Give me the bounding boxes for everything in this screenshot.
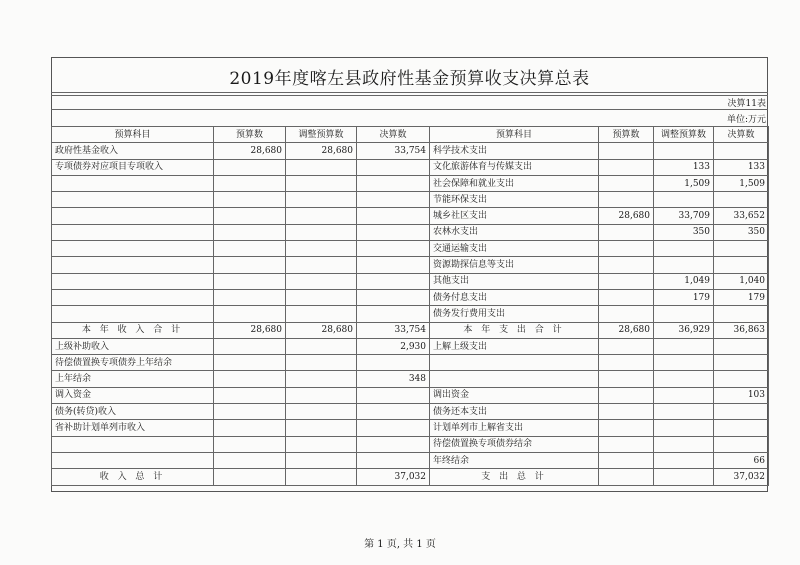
value-cell: [714, 404, 769, 420]
value-cell: 33,652: [714, 208, 769, 224]
table-header-row: [52, 127, 769, 143]
item-cell: [52, 289, 214, 305]
value-cell: [357, 436, 430, 452]
value-cell: [714, 371, 769, 387]
value-cell: [599, 159, 654, 175]
value-cell: [214, 159, 286, 175]
value-cell: [357, 273, 430, 289]
value-cell: [357, 241, 430, 257]
value-cell: [214, 241, 286, 257]
item-cell: [52, 224, 214, 240]
table-row: [52, 371, 769, 387]
header-cell: 预算科目: [52, 127, 214, 143]
value-cell: [286, 192, 357, 208]
value-cell: [214, 257, 286, 273]
value-cell: [214, 192, 286, 208]
item-cell: 省补助计划单列市收入: [52, 420, 214, 436]
item-cell: 本 年 收 入 合 计: [52, 322, 214, 338]
item-cell: [52, 192, 214, 208]
value-cell: [286, 241, 357, 257]
value-cell: [714, 143, 769, 159]
item-cell: 债务发行费用支出: [430, 306, 599, 322]
value-cell: [214, 289, 286, 305]
value-cell: [654, 192, 714, 208]
value-cell: 28,680: [599, 208, 654, 224]
item-cell: 节能环保支出: [430, 192, 599, 208]
value-cell: [599, 404, 654, 420]
title-divider-2: [51, 95, 768, 96]
value-cell: [654, 371, 714, 387]
value-cell: [599, 143, 654, 159]
table-row: [52, 355, 769, 371]
value-cell: [286, 355, 357, 371]
value-cell: [599, 420, 654, 436]
table-row: [52, 338, 769, 354]
table-row: [52, 436, 769, 452]
value-cell: 179: [654, 289, 714, 305]
value-cell: 36,863: [714, 322, 769, 338]
value-cell: [654, 452, 714, 468]
item-cell: 债务付息支出: [430, 289, 599, 305]
value-cell: [714, 192, 769, 208]
value-cell: 1,509: [654, 175, 714, 191]
value-cell: [714, 355, 769, 371]
header-divider: [51, 109, 768, 110]
item-cell: 上年结余: [52, 371, 214, 387]
value-cell: [286, 338, 357, 354]
header-cell: 调整预算数: [286, 127, 357, 143]
item-cell: 农林水支出: [430, 224, 599, 240]
value-cell: 133: [714, 159, 769, 175]
value-cell: [357, 224, 430, 240]
value-cell: 28,680: [599, 322, 654, 338]
value-cell: [357, 306, 430, 322]
table-row: [52, 404, 769, 420]
item-cell: 上级补助收入: [52, 338, 214, 354]
item-cell: [52, 208, 214, 224]
value-cell: [599, 192, 654, 208]
value-cell: [654, 143, 714, 159]
value-cell: [599, 436, 654, 452]
value-cell: 1,040: [714, 273, 769, 289]
value-cell: 28,680: [214, 322, 286, 338]
item-cell: 调出资金: [430, 387, 599, 403]
table-row: [52, 241, 769, 257]
value-cell: [214, 387, 286, 403]
value-cell: [286, 224, 357, 240]
value-cell: [599, 273, 654, 289]
table-row: [52, 273, 769, 289]
table-row: [52, 159, 769, 175]
value-cell: [714, 306, 769, 322]
value-cell: [654, 306, 714, 322]
value-cell: 33,709: [654, 208, 714, 224]
value-cell: [599, 338, 654, 354]
item-cell: [52, 306, 214, 322]
item-cell: 其他支出: [430, 273, 599, 289]
value-cell: 179: [714, 289, 769, 305]
value-cell: [286, 257, 357, 273]
value-cell: [357, 404, 430, 420]
value-cell: [286, 371, 357, 387]
value-cell: [214, 420, 286, 436]
item-cell: 本 年 支 出 合 计: [430, 322, 599, 338]
value-cell: [714, 420, 769, 436]
value-cell: 28,680: [286, 322, 357, 338]
value-cell: 2,930: [357, 338, 430, 354]
value-cell: [599, 452, 654, 468]
value-cell: [286, 420, 357, 436]
item-cell: 交通运输支出: [430, 241, 599, 257]
value-cell: [214, 306, 286, 322]
table-row: [52, 175, 769, 191]
value-cell: 28,680: [286, 143, 357, 159]
item-cell: 计划单列市上解省支出: [430, 420, 599, 436]
value-cell: 348: [357, 371, 430, 387]
header-cell: 预算数: [599, 127, 654, 143]
table-row: [52, 143, 769, 159]
report-title: 2019年度喀左县政府性基金预算收支决算总表: [229, 69, 590, 89]
unit-label: 单位:万元: [726, 115, 766, 125]
table-row: [52, 387, 769, 403]
item-cell: 支 出 总 计: [430, 469, 599, 485]
value-cell: [214, 436, 286, 452]
value-cell: [357, 208, 430, 224]
value-cell: [599, 241, 654, 257]
item-cell: 待偿债置换专项债券上年结余: [52, 355, 214, 371]
value-cell: 37,032: [714, 469, 769, 485]
value-cell: [357, 192, 430, 208]
value-cell: [654, 469, 714, 485]
value-cell: [286, 452, 357, 468]
value-cell: [286, 175, 357, 191]
item-cell: [430, 355, 599, 371]
value-cell: [214, 371, 286, 387]
item-cell: [52, 436, 214, 452]
value-cell: [654, 404, 714, 420]
value-cell: [286, 469, 357, 485]
value-cell: [214, 175, 286, 191]
value-cell: [357, 355, 430, 371]
item-cell: 待偿债置换专项债券结余: [430, 436, 599, 452]
item-cell: 收 入 总 计: [52, 469, 214, 485]
value-cell: [214, 208, 286, 224]
value-cell: [357, 175, 430, 191]
value-cell: [214, 404, 286, 420]
value-cell: [654, 436, 714, 452]
item-cell: 年终结余: [430, 452, 599, 468]
value-cell: [214, 224, 286, 240]
value-cell: [214, 452, 286, 468]
header-cell: 决算数: [357, 127, 430, 143]
value-cell: [599, 469, 654, 485]
value-cell: 350: [714, 224, 769, 240]
value-cell: [214, 338, 286, 354]
page-footer: 第 1 页, 共 1 页: [364, 539, 436, 550]
value-cell: [654, 257, 714, 273]
header-cell: 调整预算数: [654, 127, 714, 143]
item-cell: [52, 257, 214, 273]
table-row: [52, 257, 769, 273]
value-cell: [357, 452, 430, 468]
table-row: [52, 208, 769, 224]
value-cell: [654, 241, 714, 257]
value-cell: [286, 436, 357, 452]
item-cell: 资源勘探信息等支出: [430, 257, 599, 273]
value-cell: [214, 469, 286, 485]
value-cell: [286, 404, 357, 420]
value-cell: [714, 436, 769, 452]
item-cell: [52, 452, 214, 468]
total-row: [52, 469, 769, 485]
value-cell: [599, 371, 654, 387]
item-cell: 债务(转贷)收入: [52, 404, 214, 420]
value-cell: [214, 355, 286, 371]
value-cell: [599, 289, 654, 305]
item-cell: [52, 175, 214, 191]
value-cell: 350: [654, 224, 714, 240]
value-cell: [357, 387, 430, 403]
value-cell: [714, 257, 769, 273]
value-cell: 36,929: [654, 322, 714, 338]
value-cell: [286, 208, 357, 224]
item-cell: [430, 371, 599, 387]
value-cell: [214, 273, 286, 289]
value-cell: [654, 355, 714, 371]
item-cell: 科学技术支出: [430, 143, 599, 159]
item-cell: [52, 273, 214, 289]
value-cell: [357, 420, 430, 436]
value-cell: [714, 338, 769, 354]
budget-table: [51, 126, 769, 486]
value-cell: 33,754: [357, 143, 430, 159]
value-cell: [654, 420, 714, 436]
header-cell: 预算科目: [430, 127, 599, 143]
value-cell: [654, 338, 714, 354]
value-cell: [357, 159, 430, 175]
item-cell: 文化旅游体育与传媒支出: [430, 159, 599, 175]
value-cell: [599, 224, 654, 240]
value-cell: 1,049: [654, 273, 714, 289]
header-cell: 决算数: [714, 127, 769, 143]
value-cell: [286, 306, 357, 322]
value-cell: [599, 387, 654, 403]
item-cell: [52, 241, 214, 257]
table-row: [52, 192, 769, 208]
value-cell: [654, 387, 714, 403]
value-cell: 103: [714, 387, 769, 403]
value-cell: [286, 159, 357, 175]
item-cell: 上解上级支出: [430, 338, 599, 354]
value-cell: 37,032: [357, 469, 430, 485]
item-cell: 调入资金: [52, 387, 214, 403]
value-cell: [599, 175, 654, 191]
value-cell: [357, 257, 430, 273]
value-cell: [599, 355, 654, 371]
value-cell: 133: [654, 159, 714, 175]
table-row: [52, 224, 769, 240]
table-row: [52, 452, 769, 468]
item-cell: 专项债券对应项目专项收入: [52, 159, 214, 175]
value-cell: 33,754: [357, 322, 430, 338]
item-cell: 社会保障和就业支出: [430, 175, 599, 191]
value-cell: 28,680: [214, 143, 286, 159]
item-cell: 政府性基金收入: [52, 143, 214, 159]
table-row: [52, 306, 769, 322]
value-cell: [286, 289, 357, 305]
value-cell: [714, 241, 769, 257]
value-cell: [357, 289, 430, 305]
item-cell: 城乡社区支出: [430, 208, 599, 224]
header-cell: 预算数: [214, 127, 286, 143]
total-row: [52, 322, 769, 338]
value-cell: 66: [714, 452, 769, 468]
title-divider: [51, 92, 768, 93]
value-cell: [599, 257, 654, 273]
value-cell: [599, 306, 654, 322]
value-cell: 1,509: [714, 175, 769, 191]
table-row: [52, 289, 769, 305]
item-cell: 债务还本支出: [430, 404, 599, 420]
table-row: [52, 420, 769, 436]
table-number: 决算11表: [727, 99, 766, 109]
value-cell: [286, 387, 357, 403]
value-cell: [286, 273, 357, 289]
